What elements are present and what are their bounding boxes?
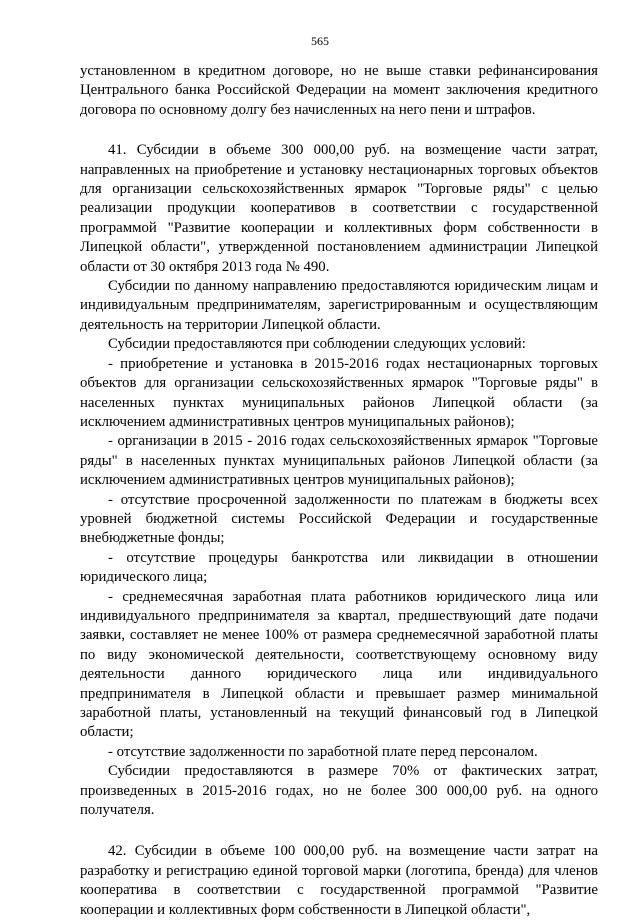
condition-item: - отсутствие задолженности по заработной плате перед персоналом. <box>108 743 538 760</box>
paragraph-subsidy-amount: Субсидии предоставляются в размере 70% от фактических затрат, произведенных в 2015-2016 годах, но не более 300 000,00 руб. на одного получателя. <box>80 763 598 819</box>
paragraph-gap <box>80 820 598 842</box>
paragraph-item-42: 42. Субсидии в объеме 100 000,00 руб. на возмещение части затрат на разработку и регистрацию единой торговой марки (логотипа, бренда) для членов кооператива в соответствии с государственной программой "Развитие кооперации и коллективных форм собственности в Липецкой области", <box>80 843 598 918</box>
condition-item: - отсутствие процедуры банкротства или ликвидации в отношении юридического лица; <box>80 549 598 586</box>
condition-item: - отсутствие просроченной задолженности по платежам в бюджеты всех уровней бюджетной системы Российской Федерации и государственные внебюджетные фонды; <box>80 491 598 547</box>
paragraph-gap <box>80 120 598 141</box>
paragraph-recipients: Субсидии по данному направлению предоставляются юридическим лицам и индивидуальным предпринимателям, зарегистрированным и осуществляющим деятельность на территории Липецкой области. <box>80 278 598 333</box>
condition-item: - организации в 2015 - 2016 годах сельскохозяйственных ярмарок "Торговые ряды" в населенных пунктах муниципальных районов Липецкой области (за исключением административных центров муниципальных районов); <box>80 433 598 489</box>
paragraph-continuation: установленном в кредитном договоре, но не выше ставки рефинансирования Центрального банка Российской Федерации на момент заключения кредитного договора по основному долгу без начисленных на него пени и штрафов. <box>80 63 598 118</box>
condition-item: - среднемесячная заработная плата работников юридического лица или индивидуального предпринимателя за квартал, предшествующий дате подачи заявки, составляет не менее 100% от размера среднемесячной заработной платы по виду экономической деятельности, соответствующему основному виду деятельности данного юридического лица или индивидуального предпринимателя в Липецкой области и превышает размер минимальной заработной платы, установленный на текущий финансовый год в Липецкой области; <box>80 588 598 741</box>
paragraph-conditions-intro: Субсидии предоставляются при соблюдении следующих условий: <box>108 336 526 353</box>
document-body <box>80 62 598 920</box>
paragraph-item-41: 41. Субсидии в объеме 300 000,00 руб. на возмещение части затрат, направленных на приобретение и установку нестационарных торговых объектов для организации сельскохозяйственных ярмарок "Торговые ряды" с целью реализации продукции кооперативов в соответствии с государственной программой "Развитие кооперации и коллективных форм собственности в Липецкой области", утвержденной постановлением администрации Липецкой области от 30 октября 2013 года № 490. <box>80 142 598 275</box>
page-number: 565 <box>311 34 329 48</box>
condition-item: - приобретение и установка в 2015-2016 годах нестационарных торговых объектов для организации сельскохозяйственных ярмарок "Торговые ряды" в населенных пунктах муниципальных районов Липецкой области (за исключением административных центров муниципальных районов); <box>80 355 598 430</box>
